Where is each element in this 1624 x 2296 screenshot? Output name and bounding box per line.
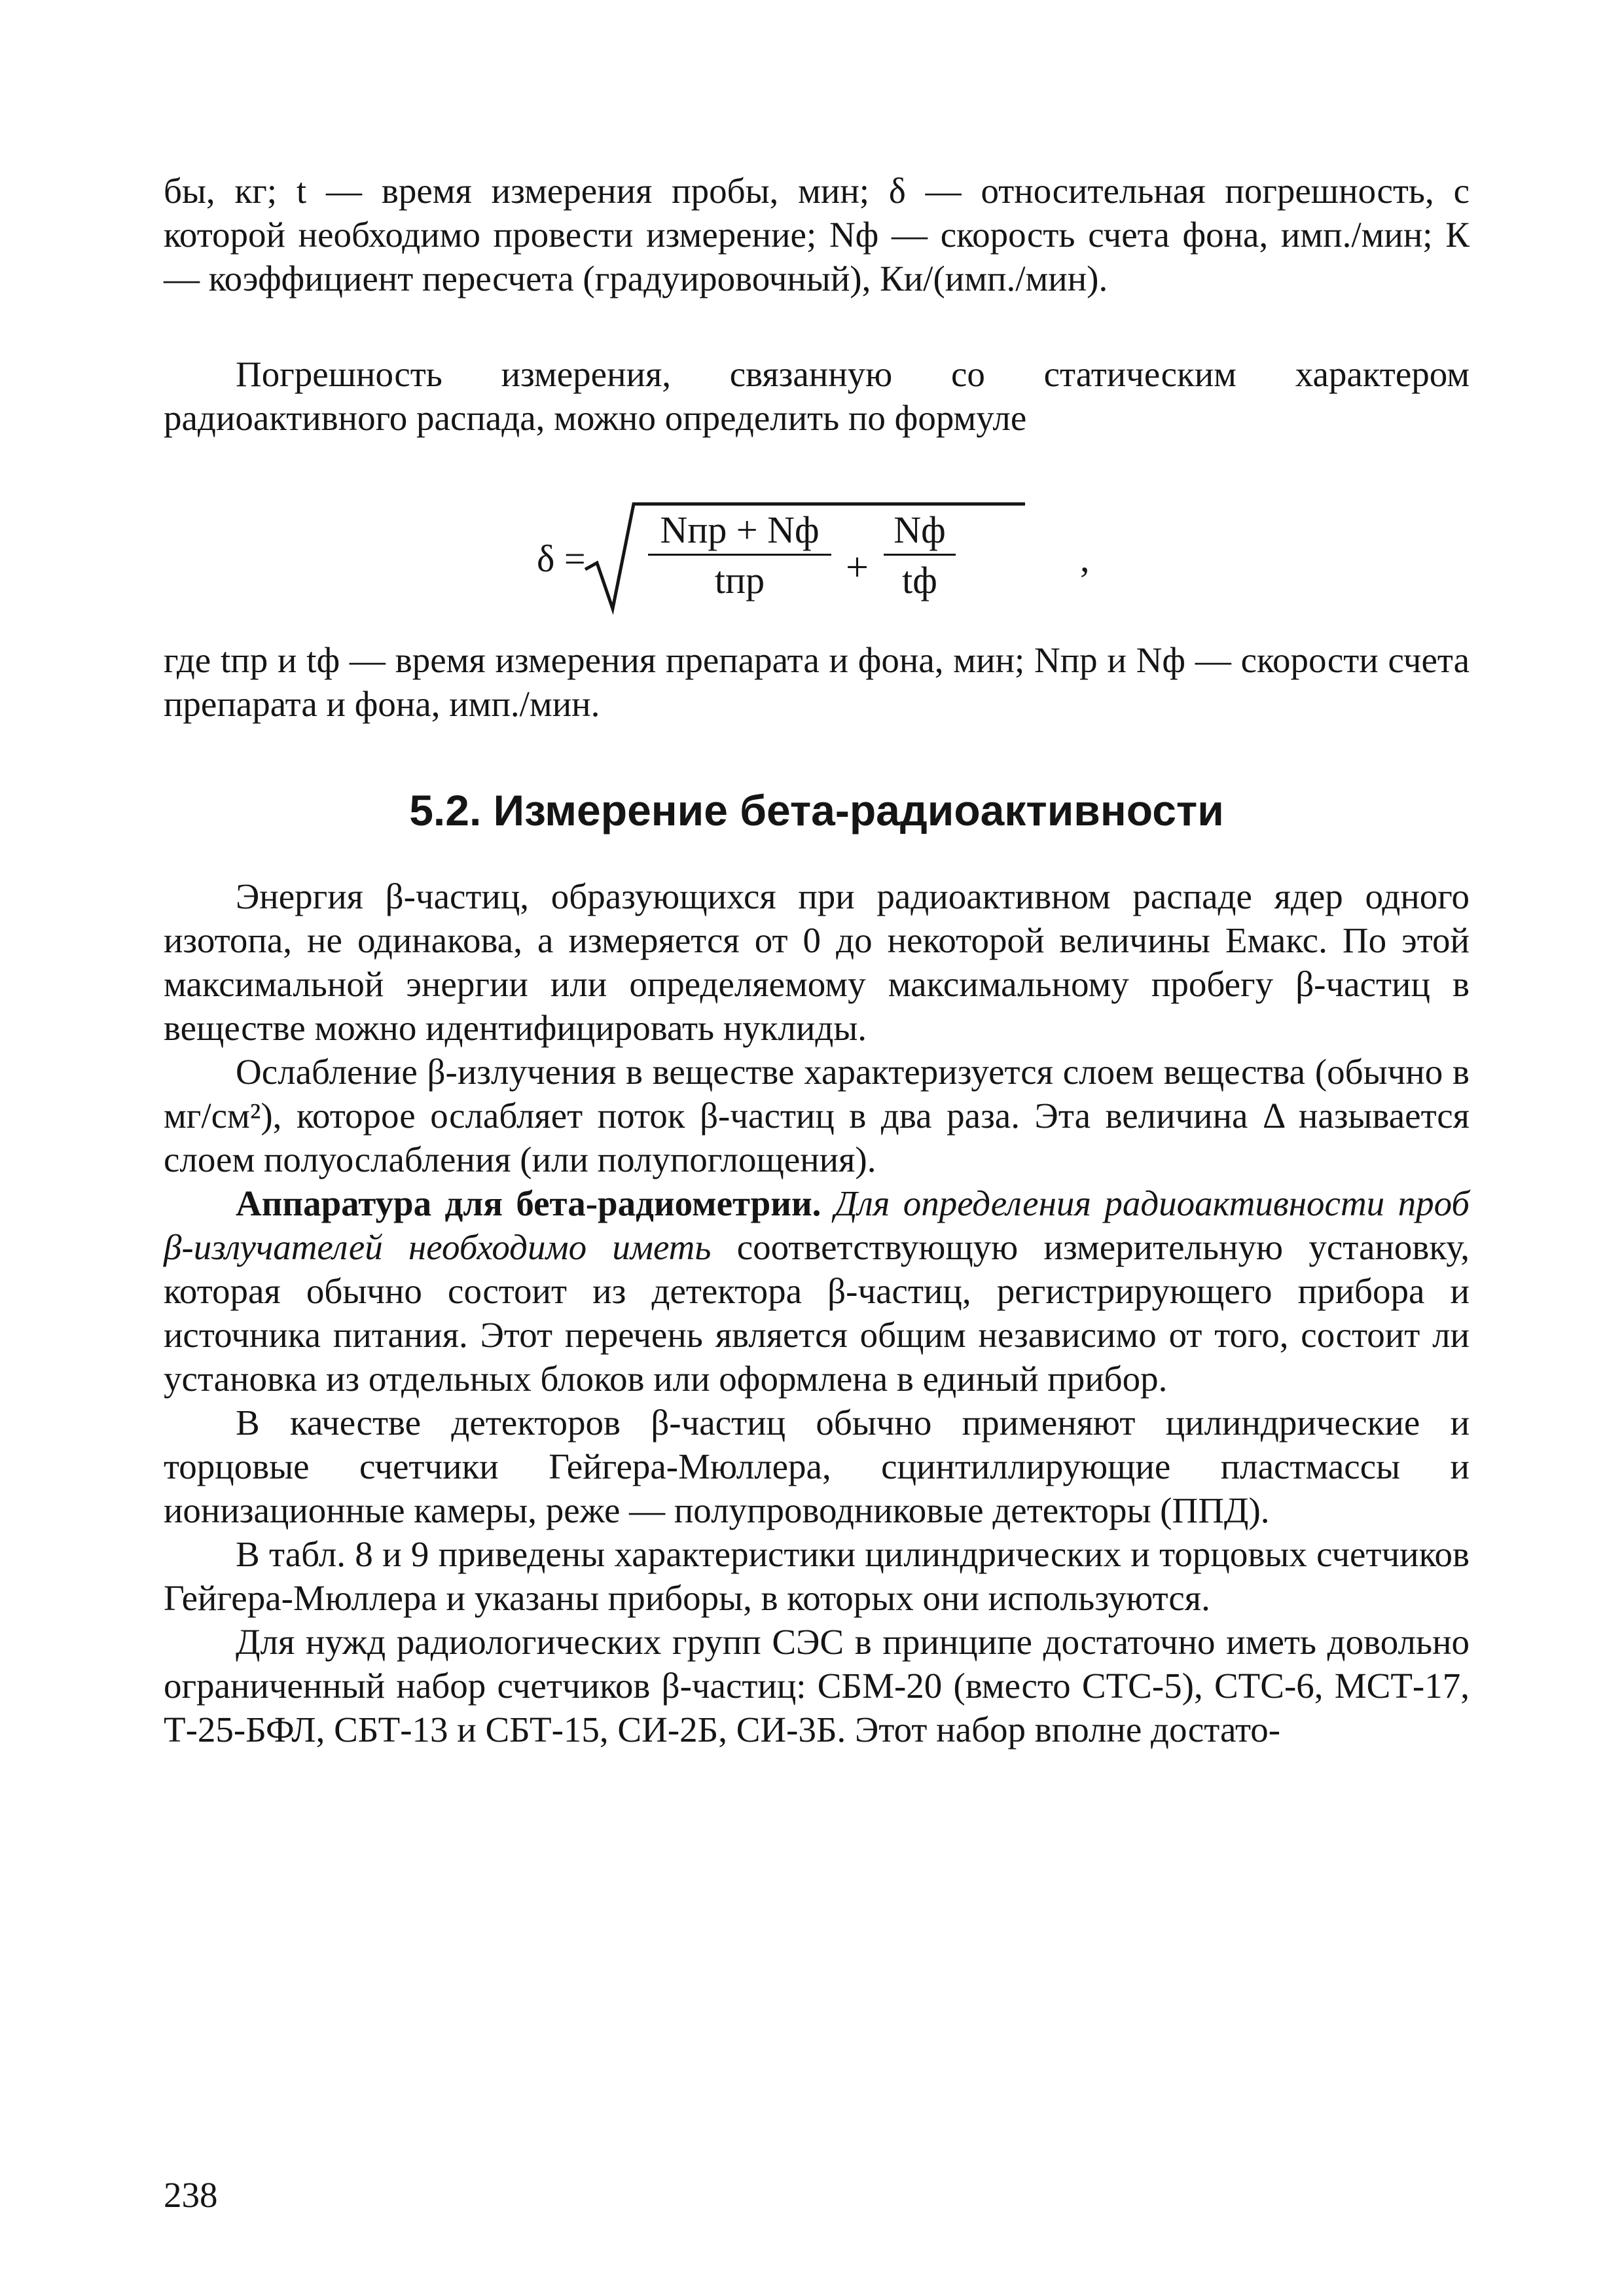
error-text: Погрешность измерения, связанную со статическим характером радиоактивного распада, можно определить по формуле bbox=[164, 354, 1470, 438]
paragraph-5: В табл. 8 и 9 приведены характеристики цилиндрических и торцовых счетчиков Гейгера-Мюллера и указаны приборы, в которых они используются. bbox=[164, 1534, 1470, 1618]
body-text bbox=[164, 874, 1470, 1751]
formula-comma: , bbox=[1080, 537, 1090, 580]
paragraph-3-italic: Для определения радиоактивности проб β-излучателей необходимо иметь bbox=[164, 1183, 1470, 1267]
paragraph-3-lead: Аппаратура для бета-радиометрии. bbox=[236, 1183, 821, 1223]
section-heading: 5.2. Измерение бета-радиоактивности bbox=[409, 786, 1224, 834]
error-formula bbox=[537, 497, 1126, 628]
fraction-1 bbox=[648, 509, 831, 601]
fraction-2-denominator: tф bbox=[902, 559, 937, 601]
paragraph-3-rest: соответствующую измерительную установку, которая обычно состоит из детектора β-частиц, регистрирующего прибора и источника питания. Этот перечень является общим независимо от того, состоит ли установка из отдельных блоков или оформлена в единый прибор. bbox=[164, 1227, 1470, 1399]
where-paragraph bbox=[164, 638, 1470, 726]
where-text: где tпр и tф — время измерения препарата и фона, мин; Nпр и Nф — скорости счета препарата и фона, имп./мин. bbox=[164, 640, 1470, 724]
formula-plus: + bbox=[846, 545, 869, 590]
fraction-2-numerator: Nф bbox=[893, 509, 946, 551]
paragraph-4: В качестве детекторов β-частиц обычно применяют цилиндрические и торцовые счетчики Гейгера-Мюллера, сцинтиллирующие пластмассы и ионизационные камеры, реже — полупроводниковые детекторы (ППД). bbox=[164, 1403, 1470, 1530]
formula-lhs: δ = bbox=[537, 537, 586, 580]
paragraph-2: Ослабление β-излучения в веществе характеризуется слоем вещества (обычно в мг/см²), которое ослабляет поток β-частиц в два раза. Эта величина Δ называется слоем полуослабления (или полупоглощения). bbox=[164, 1052, 1470, 1179]
paragraph-3 bbox=[164, 1181, 1470, 1401]
intro-text: бы, кг; t — время измерения пробы, мин; δ — относительная погрешность, с которой необходимо провести измерение; Nф — скорость счета фона, имп./мин; К — коэффициент пересчета (градуировочный), Ки/(имп./мин). bbox=[164, 171, 1470, 298]
fraction-1-denominator: tпр bbox=[714, 559, 765, 601]
paragraph-1: Энергия β-частиц, образующихся при радиоактивном распаде ядер одного изотопа, не одинакова, а измеряется от 0 до некоторой величины Eмакс. По этой максимальной энергии или определяемому максимальному пробегу β-частиц в веществе можно идентифицировать нуклиды. bbox=[164, 876, 1470, 1048]
fraction-2 bbox=[884, 509, 956, 601]
fraction-1-bar bbox=[648, 554, 831, 556]
error-paragraph bbox=[164, 352, 1470, 440]
paragraph-6: Для нужд радиологических групп СЭС в принципе достаточно иметь довольно ограниченный набор счетчиков β-частиц: СБМ-20 (вместо СТС-5), СТС-6, МСТ-17, Т-25-БФЛ, СБТ-13 и СБТ-15, СИ-2Б, СИ-3Б. Этот набор вполне достато- bbox=[164, 1622, 1470, 1749]
intro-paragraph bbox=[164, 169, 1470, 300]
fraction-1-numerator: Nпр + Nф bbox=[660, 509, 820, 551]
fraction-2-bar bbox=[884, 554, 956, 556]
page-number: 238 bbox=[164, 2175, 218, 2215]
